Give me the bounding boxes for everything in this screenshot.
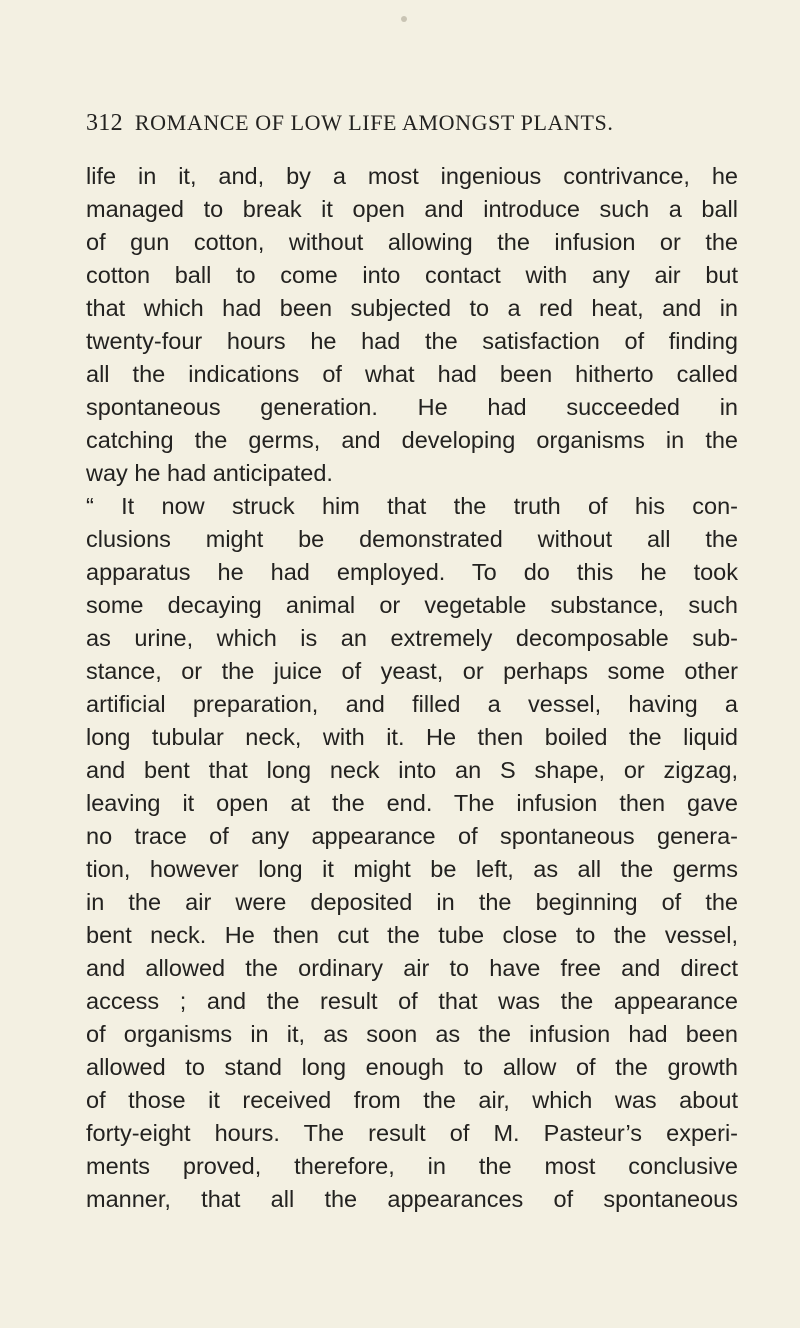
text-line: managed to break it open and introduce such a ball (86, 196, 738, 222)
text-line: of organisms in it, as soon as the infusion had been (86, 1021, 738, 1047)
text-line: spontaneous generation. He had succeeded in (86, 394, 738, 420)
text-line: forty-eight hours. The result of M. Pasteur’s experi- (86, 1120, 738, 1146)
text-line: stance, or the juice of yeast, or perhaps some other (86, 658, 738, 684)
text-line: cotton ball to come into contact with any air but (86, 262, 738, 288)
text-line: way he had anticipated. (86, 460, 333, 486)
text-line: clusions might be demonstrated without all the (86, 526, 738, 552)
text-line: tion, however long it might be left, as all the germs (86, 856, 738, 882)
text-line: apparatus he had employed. To do this he took (86, 559, 738, 585)
text-line: long tubular neck, with it. He then boiled the liquid (86, 724, 738, 750)
text-line: some decaying animal or vegetable substance, such (86, 592, 738, 618)
text-line: twenty-four hours he had the satisfaction of finding (86, 328, 738, 354)
running-head (86, 110, 736, 140)
text-line: access ; and the result of that was the appearance (86, 988, 738, 1014)
text-line: leaving it open at the end. The infusion then gave (86, 790, 738, 816)
text-line: as urine, which is an extremely decomposable sub- (86, 625, 738, 651)
text-line: and bent that long neck into an S shape, or zigzag, (86, 757, 738, 783)
text-line: all the indications of what had been hitherto called (86, 361, 738, 387)
text-line: allowed to stand long enough to allow of the growth (86, 1054, 738, 1080)
text-line: in the air were deposited in the beginning of the (86, 889, 738, 915)
text-line: catching the germs, and developing organisms in the (86, 427, 738, 453)
text-line: that which had been subjected to a red heat, and in (86, 295, 738, 321)
body-text (86, 160, 738, 1216)
text-line: and allowed the ordinary air to have free and direct (86, 955, 738, 981)
running-title: ROMANCE OF LOW LIFE AMONGST PLANTS. (134, 110, 614, 135)
text-line: ments proved, therefore, in the most conclusive (86, 1153, 738, 1179)
text-line: artificial preparation, and filled a vessel, having a (86, 691, 738, 717)
text-line: “ It now struck him that the truth of his con- (86, 493, 738, 519)
print-speck (401, 16, 407, 22)
text-line: bent neck. He then cut the tube close to the vessel, (86, 922, 738, 948)
text-line: of those it received from the air, which was about (86, 1087, 738, 1113)
page-number: 312 (86, 110, 123, 136)
text-line: of gun cotton, without allowing the infusion or the (86, 229, 738, 255)
text-line: life in it, and, by a most ingenious contrivance, he (86, 163, 738, 189)
text-line: manner, that all the appearances of spontaneous (86, 1186, 738, 1212)
text-line: no trace of any appearance of spontaneous genera- (86, 823, 738, 849)
